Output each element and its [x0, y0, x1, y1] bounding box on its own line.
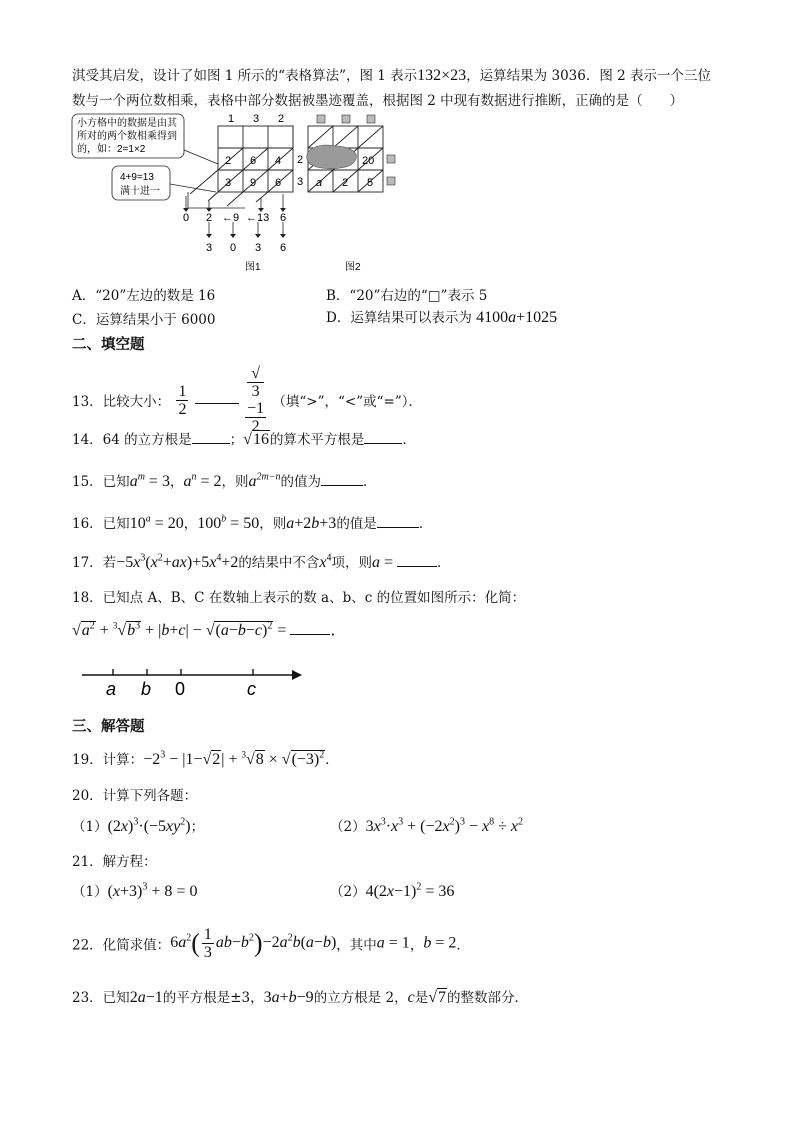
- q21-p1-expr: $(x+3)^3 + 8 = 0$: [107, 881, 198, 900]
- option-d-label: D．运算结果可以表示为: [326, 310, 472, 326]
- question-22: [72, 926, 470, 961]
- intro-line-1: [72, 64, 711, 85]
- callout2-line1: 4+9=13: [120, 172, 154, 183]
- q14-end: ．: [402, 432, 416, 448]
- q20-p2-label: （2）: [330, 819, 366, 835]
- question-17: [72, 551, 451, 572]
- callout1-line1: 小方格中的数据是由其: [77, 118, 177, 129]
- q23-text4: 的整数部分．: [446, 990, 528, 1006]
- intro-text-2: ，运算结果为 3036．图 2 表示一个三位: [466, 68, 712, 84]
- top-digit-2: 3: [253, 113, 260, 125]
- sum-13: ←13: [246, 212, 270, 224]
- q17-a: a: [372, 554, 381, 571]
- q23-expr1: 2a−1: [129, 989, 163, 1006]
- q13-blank[interactable]: [195, 403, 239, 404]
- q16-then: ，则: [259, 516, 287, 532]
- q16-label: 16．已知: [72, 516, 130, 532]
- q17-expr: $-5x^3(x^2+ax)+5x^4+2$: [116, 552, 239, 571]
- q14-text: 的算术平方根是: [269, 432, 365, 448]
- option-a[interactable]: A．“20”左边的数是 16: [72, 288, 216, 304]
- top-digit-1: 1: [228, 113, 235, 125]
- callout2-line2: 满十进一: [120, 186, 160, 197]
- q17-tail2: 项，则: [331, 555, 373, 571]
- callout1-pointer: [184, 150, 218, 164]
- q13-frac-right: √ 3 −1 2: [247, 365, 265, 435]
- cell-r1c3: 4: [275, 155, 282, 167]
- q23-text3: 是: [414, 990, 429, 1006]
- q16-expr1: $10^a = 20$: [129, 513, 184, 532]
- number-line-arrow: [292, 670, 302, 680]
- q22-expr: $6a^2$( $\frac{1}{3}$ $ab-b^2)-2a^2b(a-b)$: [170, 926, 337, 961]
- result-digit-2: 0: [230, 242, 237, 254]
- question-15: [72, 470, 376, 491]
- q21-p2-expr: $4(2x-1)^2 = 36$: [365, 881, 455, 900]
- q22-b-val: b = 2: [423, 934, 457, 952]
- result-digit-4: 6: [280, 242, 287, 254]
- question-23: [72, 986, 528, 1007]
- q19-expr: $-2^3 - |1-√2| + ^3√8 \times √(-3)^2$: [143, 749, 325, 768]
- question-19: [72, 748, 339, 769]
- q22-sep: ，: [409, 937, 424, 954]
- sum-9: ←9: [222, 212, 240, 224]
- q20-p1-expr: $(2x)^3\cdot(-5xy^2)$: [107, 816, 191, 835]
- q21-p1-label: （1）: [72, 884, 108, 900]
- number-line: [80, 662, 310, 702]
- question-14: [72, 428, 416, 449]
- q15-expr2: $a^n = 2$: [183, 471, 222, 490]
- cell-20: 20: [362, 155, 375, 167]
- intro-text: 淇受其启发，设计了如图 1 所示的“表格算法”，图 1 表示: [72, 68, 418, 84]
- cell-a: a: [316, 177, 323, 189]
- label-c: c: [247, 679, 256, 699]
- q14-label: 14．64 的立方根是: [72, 432, 192, 448]
- q23-sqrt7: √7: [428, 989, 446, 1006]
- q16-end: ．: [418, 516, 433, 532]
- label-b: b: [141, 679, 152, 699]
- callout1-line2: 所对的两个数相乘得到: [77, 131, 177, 142]
- q15-end: ．: [362, 474, 377, 490]
- label-a: a: [106, 679, 117, 699]
- q17-label: 17．若: [72, 555, 117, 571]
- cell-r2c2: 9: [250, 177, 257, 189]
- question-18: 18．已知点 A、B、C 在数轴上表示的数 a、b、c 的位置如图所示：化简：: [72, 590, 526, 606]
- q20-p2-expr: $3x^3\cdot x^3 + (-2x^2)^3 - x^8 \div x^2$: [365, 816, 523, 835]
- figure1-caption: 图1: [245, 262, 261, 273]
- option-d-expr: 4100a+1025: [476, 309, 558, 326]
- q13-frac-left: $\frac{1}{2}$: [178, 382, 187, 418]
- q16-tail: 的值是: [336, 516, 377, 532]
- result-digit-1: 3: [206, 242, 213, 254]
- question-21: 21．解方程：: [72, 854, 157, 870]
- q14-blank-2[interactable]: [364, 443, 402, 444]
- q21-p2-label: （2）: [330, 884, 366, 900]
- q15-label: 15．已知: [72, 474, 130, 490]
- q22-tail: ，其中: [336, 937, 377, 954]
- figure2-caption: 图2: [345, 262, 361, 273]
- intro-line-2: 数与一个两位数相乘，表格中部分数据被墨迹覆盖，根据图 2 中现有数据进行推断，正确的是（ ）: [72, 93, 684, 109]
- callout2-pointer: [170, 184, 216, 192]
- question-20: 20．计算下列各题：: [72, 788, 198, 804]
- q15-expr3: $a^{2m-n}$: [248, 471, 281, 490]
- question-20-part2: [330, 815, 523, 836]
- question-18-expr: $√a^2 + ^3√b^3 + |b+c| - √(a-b-c)^2$ = ．: [72, 620, 347, 639]
- label-0: 0: [175, 679, 186, 699]
- q16-blank[interactable]: [377, 527, 419, 528]
- figure-1: [70, 112, 323, 274]
- q19-label: 19．计算：: [72, 752, 144, 768]
- q16-expr2: $100^b = 50$: [197, 513, 260, 532]
- q15-expr1: $a^m = 3$: [129, 471, 170, 490]
- q15-tail: 的值为: [280, 474, 321, 490]
- q16-expr3: a+2b+3: [286, 515, 337, 532]
- q23-text1: 的平方根是±3，: [162, 990, 264, 1006]
- sum-0: 0: [183, 212, 190, 224]
- question-13: [72, 365, 422, 435]
- option-d[interactable]: [326, 306, 557, 327]
- q18-end: ．: [330, 622, 347, 639]
- q23-expr2: 3a+b−9: [263, 989, 314, 1006]
- intro-expr: 132×23: [417, 67, 467, 84]
- q13-tail: （填“>”，“<”或“=”）．: [272, 394, 423, 410]
- section-3-title: 三、解答题: [72, 719, 145, 735]
- option-c[interactable]: C．运算结果小于 6000: [72, 312, 216, 328]
- question-21-part1: [72, 880, 197, 901]
- q15-blank[interactable]: [321, 485, 363, 486]
- section-2-title: 二、填空题: [72, 337, 145, 353]
- q20-p1-label: （1）: [72, 819, 108, 835]
- q17-eq: =: [380, 554, 398, 571]
- cell-5: 5: [367, 177, 374, 189]
- q14-sep: ；: [229, 432, 244, 448]
- top-squares: [317, 115, 375, 123]
- cell-2: 2: [342, 177, 349, 189]
- q17-x4: $x^4$: [319, 552, 332, 571]
- callout2-connector: [188, 192, 245, 208]
- top-digit-3: 2: [278, 113, 285, 125]
- result-digit-3: 3: [255, 242, 262, 254]
- ink-blot: [307, 145, 357, 169]
- sum-2: 2: [206, 212, 213, 224]
- q15-sep: ，: [169, 474, 184, 490]
- right-squares: [387, 155, 395, 185]
- q14-blank-1[interactable]: [192, 443, 230, 444]
- q22-end: ．: [456, 937, 470, 954]
- right-digit-1: 2: [297, 154, 304, 166]
- cell-r1c1: 2: [225, 155, 232, 167]
- q22-label: 22．化简求值：: [72, 937, 171, 954]
- q14-sqrt16: √16: [243, 431, 269, 448]
- sum-6: 6: [280, 212, 287, 224]
- q17-blank[interactable]: [397, 566, 437, 567]
- question-16: [72, 512, 432, 533]
- right-digit-2: 3: [297, 176, 304, 188]
- option-b[interactable]: B．“20”右边的“□”表示 5: [326, 288, 488, 304]
- q23-c: c: [407, 989, 415, 1006]
- q23-label: 23．已知: [72, 990, 130, 1006]
- callout1-line3: 的，如：2=1×2: [77, 144, 146, 155]
- figure-2: [300, 112, 410, 274]
- q20-p1-end: ；: [190, 819, 205, 835]
- q13-label: 13．比较大小：: [72, 394, 171, 410]
- q18-blank[interactable]: [290, 634, 330, 635]
- q19-end: ．: [325, 752, 339, 768]
- q17-tail: 的结果中不含: [238, 555, 320, 571]
- q17-end: ．: [437, 555, 451, 571]
- cell-r2c1: 3: [225, 177, 232, 189]
- question-21-part2: [330, 880, 454, 901]
- q15-then: ，则: [221, 474, 249, 490]
- q16-sep: ，: [183, 516, 198, 532]
- cell-r2c3: 6: [275, 177, 282, 189]
- cell-r1c2: 6: [250, 155, 257, 167]
- q22-a-val: a = 1: [376, 934, 410, 952]
- q23-text2: 的立方根是 2，: [313, 990, 408, 1006]
- question-20-part1: [72, 815, 204, 836]
